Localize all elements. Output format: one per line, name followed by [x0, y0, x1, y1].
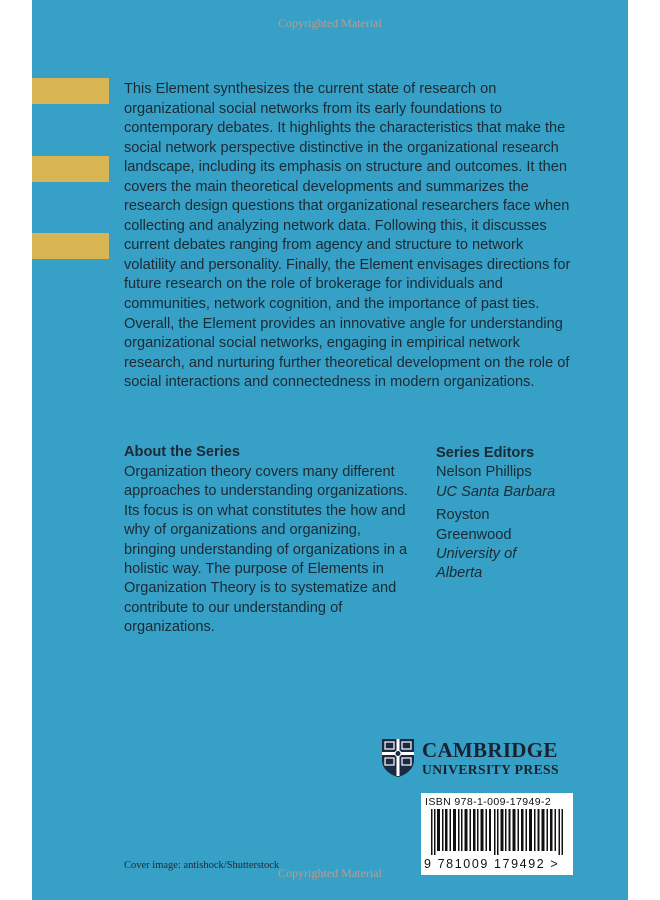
- isbn-text: ISBN 978-1-009-17949-2: [425, 796, 552, 808]
- cover-image-credit: Cover image: antishock/Shutterstock: [124, 860, 280, 871]
- editor-name: Royston Greenwood: [436, 507, 512, 543]
- accent-bar: [32, 156, 109, 182]
- accent-bar: [32, 78, 109, 104]
- series-editors: [436, 444, 596, 584]
- watermark-bottom: Copyrighted Material: [278, 866, 382, 880]
- cambridge-shield-icon: [381, 738, 415, 778]
- about-series-heading: About the Series: [124, 444, 240, 460]
- publisher-logo: [381, 738, 581, 782]
- editor-affiliation: University of Alberta: [436, 546, 517, 582]
- watermark-top: Copyrighted Material: [278, 16, 382, 30]
- publisher-name-line2: UNIVERSITY PRESS: [422, 762, 559, 777]
- publisher-name-line1: CAMBRIDGE: [422, 738, 558, 762]
- publisher-name: [422, 738, 559, 778]
- editor-affiliation: UC Santa Barbara: [436, 483, 556, 500]
- barcode-bars: [431, 809, 565, 855]
- barcode-digits: 9 781009 179492 >: [424, 857, 560, 871]
- about-series-text: Organization theory covers many different approaches to understanding organizations. Its focus is on what constitutes the how and why of organizations and organizing, bringing understanding of organizations in a holistic way. The purpose of Elements in Organization Theory is to systematize and contribute to our understanding of organizations.: [124, 464, 408, 636]
- editor-name: Nelson Phillips: [436, 464, 532, 481]
- isbn-barcode: [421, 793, 573, 875]
- series-editors-heading: Series Editors: [436, 445, 535, 461]
- accent-bar: [32, 233, 109, 259]
- book-description: This Element synthesizes the current state of research on organizational social networks from its early foundations to contemporary debates. It highlights the characteristics that make the social network perspective distinctive in the organizational research landscape, including its emphasis on structure and outcomes. It then covers the main theoretical developments and summarizes the research design questions that organizational researchers face when collecting and analyzing network data. Following this, it discusses current debates ranging from agency and structure to network volatility and personality. Finally, the Element envisages directions for future research on the role of brokerage for individuals and communities, network cognition, and the importance of past ties. Overall, the Element provides an innovative angle for understanding organizational social networks, engaging in empirical network research, and nurturing further theoretical development on the role of social interactions and connectedness in modern organizations.: [124, 81, 571, 391]
